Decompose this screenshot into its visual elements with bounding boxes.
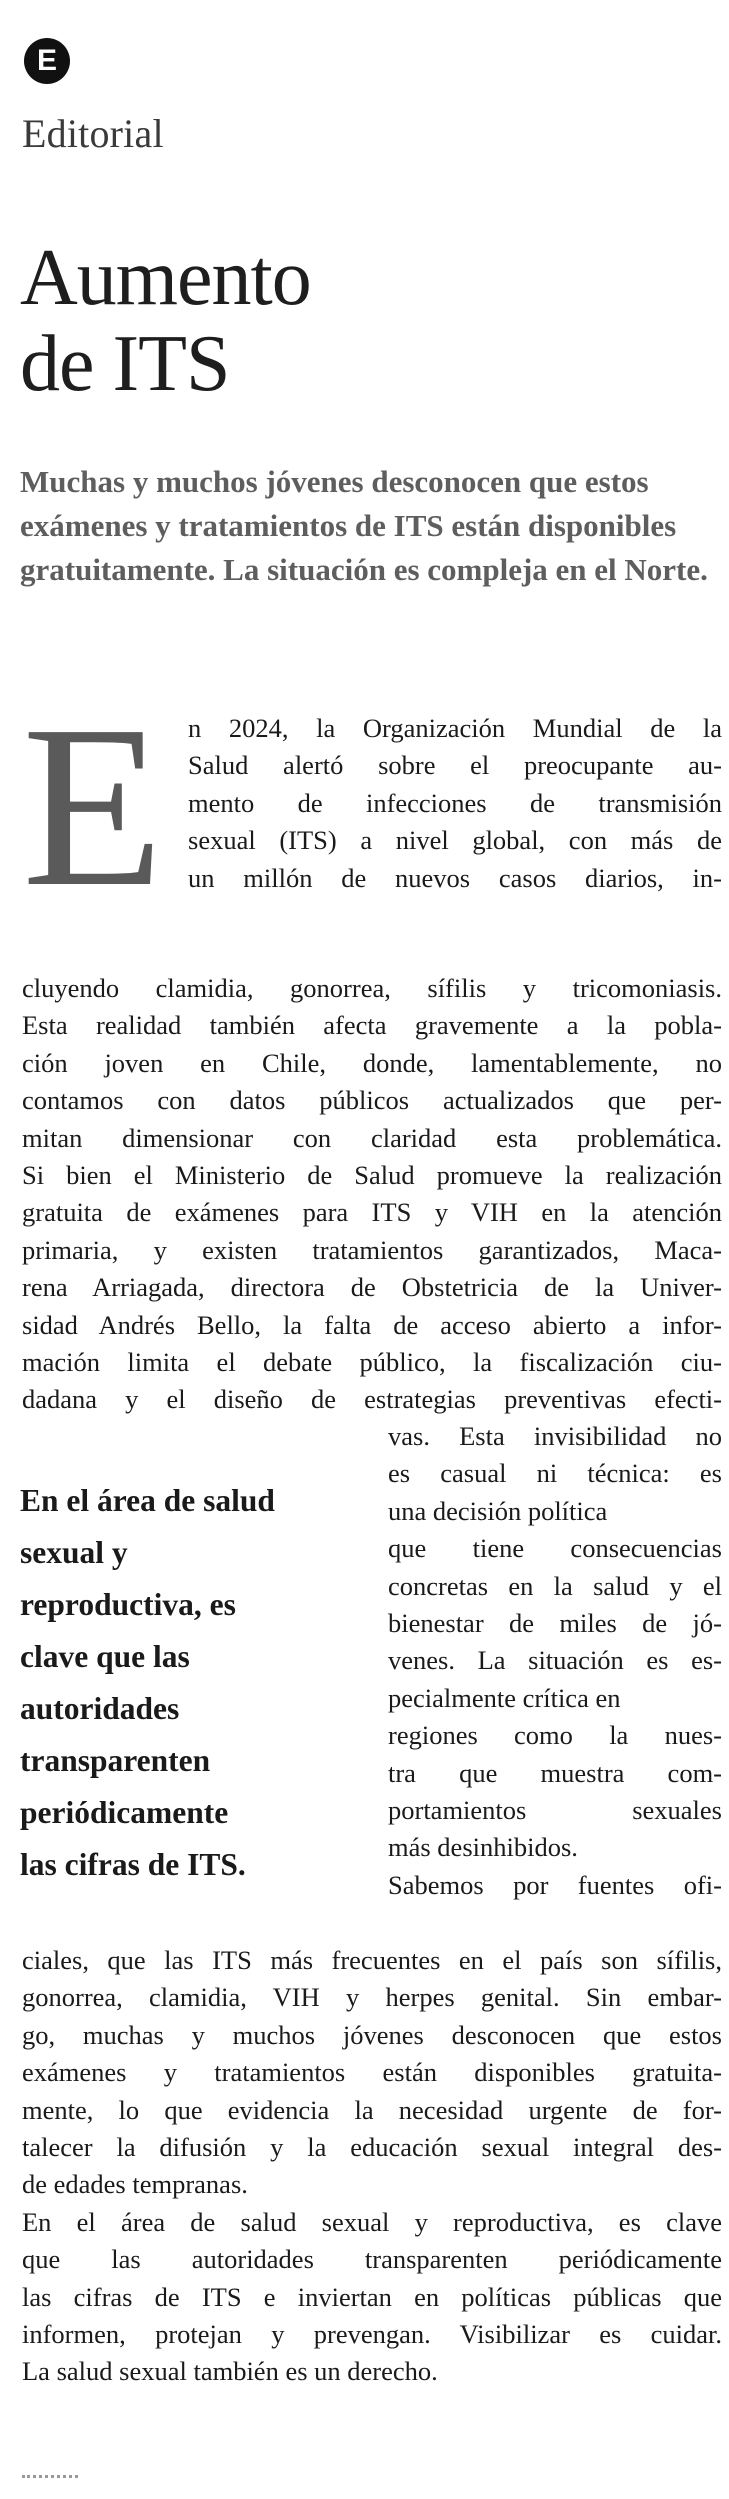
body-line: rena Arriagada, directora de Obstetricia de la Univer- xyxy=(22,1272,722,1303)
body-line: mente, lo que evidencia la necesidad urgente de for- xyxy=(22,2094,722,2125)
pull-quote-line: sexual y xyxy=(20,1535,128,1570)
body-line: bienestar de miles de jó- xyxy=(388,1608,722,1639)
body-line: que tiene consecuencias xyxy=(388,1533,722,1564)
pull-quote-line: En el área de salud xyxy=(20,1483,275,1518)
body-line: En el área de salud sexual y reproductiva, es clave xyxy=(22,2206,722,2237)
body-line: una decisión política xyxy=(388,1495,608,1526)
headline-line-1: Aumento xyxy=(20,234,311,322)
body-line: gratuita de exámenes para ITS y VIH en la atención xyxy=(22,1197,722,1228)
pull-quote-line: clave que las xyxy=(20,1639,190,1674)
body-line: que las autoridades transparenten periódicamente xyxy=(22,2244,722,2275)
pull-quote-line: las cifras de ITS. xyxy=(20,1847,246,1882)
pull-quote-line: reproductiva, es xyxy=(20,1587,236,1622)
pull-quote-line: periódicamente xyxy=(20,1795,229,1830)
body-line: exámenes y tratamientos están disponibles gratuita- xyxy=(22,2057,722,2088)
article-body-1 xyxy=(22,970,722,1419)
section-label: Editorial xyxy=(22,111,164,156)
body-line: go, muchas y muchos jóvenes desconocen que estos xyxy=(22,2019,722,2050)
body-line: Esta realidad también afecta gravemente a la pobla- xyxy=(22,1010,722,1041)
body-line: pecialmente crítica en xyxy=(388,1682,621,1713)
body-line: portamientos sexuales xyxy=(388,1795,722,1826)
body-line: más desinhibidos. xyxy=(388,1832,578,1863)
body-line: dadana y el diseño de estrategias preventivas efecti- xyxy=(22,1384,722,1415)
body-line: de edades tempranas. xyxy=(22,2169,248,2200)
body-line: las cifras de ITS e inviertan en políticas públicas que xyxy=(22,2281,722,2312)
body-line: es casual ni técnica: es xyxy=(388,1458,722,1489)
body-line: regiones como la nues- xyxy=(388,1720,722,1751)
body-line: sidad Andrés Bello, la falta de acceso abierto a infor- xyxy=(22,1309,722,1340)
body-line: cluyendo clamidia, gonorrea, sífilis y tricomoniasis. xyxy=(22,973,722,1003)
body-line: concretas en la salud y el xyxy=(388,1570,722,1601)
article-body-narrow xyxy=(388,1418,722,1904)
body-line: Sabemos por fuentes ofi- xyxy=(388,1869,722,1900)
body-line: ción joven en Chile, donde, lamentablemente, no xyxy=(22,1047,722,1078)
body-line: gonorrea, clamidia, VIH y herpes genital. Sin embar- xyxy=(22,1982,722,2013)
pull-quote-line: transparenten xyxy=(20,1743,211,1778)
headline xyxy=(20,235,311,407)
body-line: vas. Esta invisibilidad no xyxy=(388,1421,722,1451)
article-body-2 xyxy=(22,1942,722,2391)
lead-paragraph: Muchas y muchos jóvenes desconocen que estos exámenes y tratamientos de ITS están disponibles gratuitamente. La situación es compleja en el Norte. xyxy=(20,464,708,587)
body-line: talecer la difusión y la educación sexual integral des- xyxy=(22,2132,722,2163)
body-line: un millón de nuevos casos diarios, in- xyxy=(188,862,722,893)
body-line: La salud sexual también es un derecho. xyxy=(22,2356,438,2387)
body-line: mento de infecciones de transmisión xyxy=(188,787,722,818)
pull-quote xyxy=(20,1475,360,1891)
pull-quote-line: autoridades xyxy=(20,1691,180,1726)
body-line: Si bien el Ministerio de Salud promueve la realización xyxy=(22,1160,722,1191)
body-line: sexual (ITS) a nivel global, con más de xyxy=(188,825,722,856)
footer-divider xyxy=(22,2475,78,2481)
body-line: venes. La situación es es- xyxy=(388,1645,722,1676)
body-line: contamos con datos públicos actualizados que per- xyxy=(22,1085,722,1116)
drop-cap: E xyxy=(22,678,164,935)
body-line: Salud alertó sobre el preocupante au- xyxy=(188,750,722,781)
body-line: tra que muestra com- xyxy=(388,1757,722,1788)
headline-line-2: de ITS xyxy=(20,320,230,408)
body-line: ciales, que las ITS más frecuentes en el país son sífilis, xyxy=(22,1945,722,1975)
body-line: mitan dimensionar con claridad esta problemática. xyxy=(22,1122,722,1153)
body-line: primaria, y existen tratamientos garantizados, Maca- xyxy=(22,1234,722,1265)
body-line: informen, protejan y prevengan. Visibilizar es cuidar. xyxy=(22,2319,722,2350)
section-badge: E xyxy=(24,38,70,84)
body-line: n 2024, la Organización Mundial de la xyxy=(188,713,722,743)
body-line: mación limita el debate público, la fiscalización ciu- xyxy=(22,1347,722,1378)
article-opening xyxy=(188,710,722,897)
